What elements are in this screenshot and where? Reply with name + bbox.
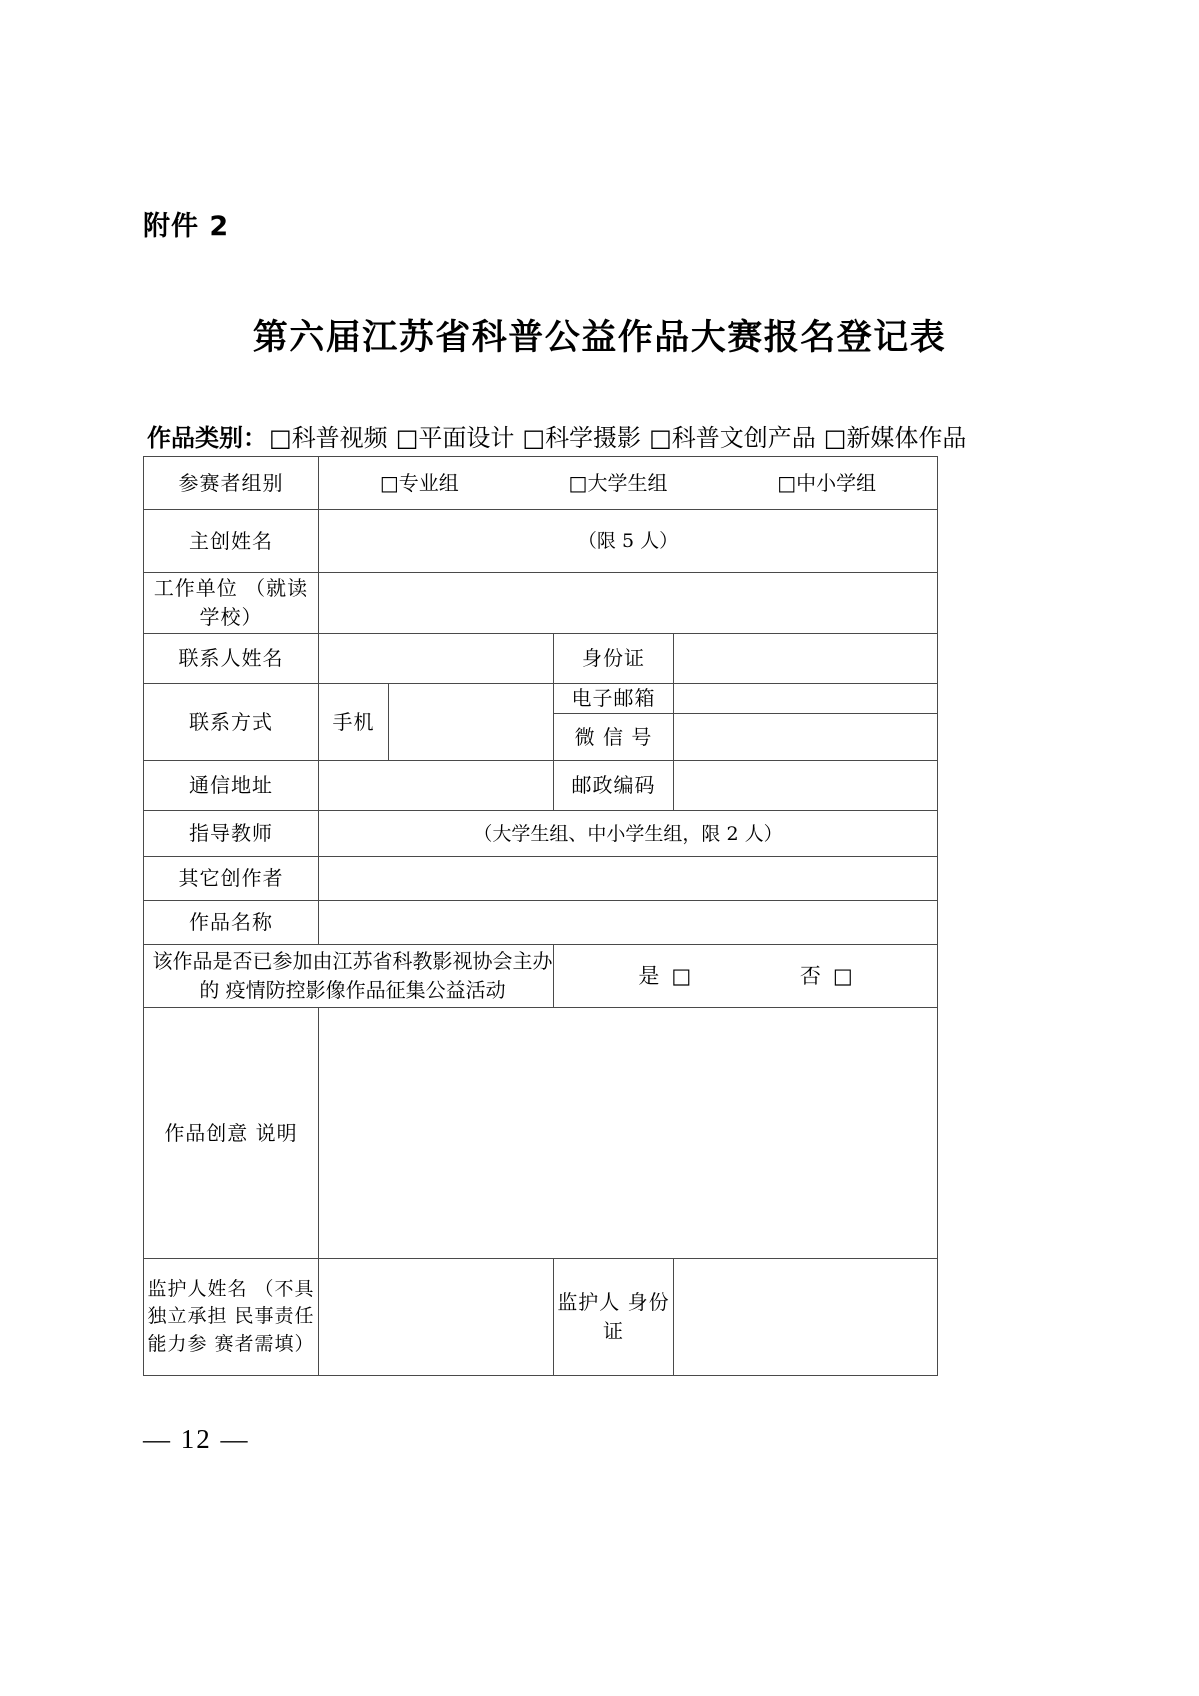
label-participant-group: 参赛者组别 xyxy=(144,457,319,510)
checkbox-university-group[interactable]: □大学生组 xyxy=(568,470,668,495)
work-category-line xyxy=(147,418,966,453)
label-address: 通信地址 xyxy=(144,761,319,811)
table-row-guardian xyxy=(144,1259,938,1376)
field-wechat[interactable] xyxy=(674,714,938,761)
checkbox-prior-yes[interactable] xyxy=(638,961,691,991)
label-work-unit xyxy=(144,573,319,634)
label-guardian-line1: 监护人姓名 xyxy=(147,1277,248,1300)
field-advisor[interactable] xyxy=(319,811,938,857)
table-row-creator-name xyxy=(144,510,938,573)
registration-form-table xyxy=(143,456,938,1376)
checkbox-prior-no[interactable] xyxy=(800,961,853,991)
field-email[interactable] xyxy=(674,684,938,714)
label-concept xyxy=(144,1008,319,1259)
checkbox-graphic-design[interactable] xyxy=(396,424,515,452)
checkbox-science-photography[interactable] xyxy=(522,424,641,452)
label-creator-name: 主创姓名 xyxy=(144,510,319,573)
work-category-label: 作品类别： xyxy=(147,424,267,452)
field-work-title[interactable] xyxy=(319,901,938,945)
cell-prior-participation-answers xyxy=(554,945,938,1008)
table-row-work-unit xyxy=(144,573,938,634)
label-contact-method: 联系方式 xyxy=(144,684,319,761)
table-row-concept xyxy=(144,1008,938,1259)
field-postcode[interactable] xyxy=(674,761,938,811)
field-creator-name[interactable] xyxy=(319,510,938,573)
field-contact-person-name[interactable] xyxy=(319,634,554,684)
label-contact-person-id: 身份证 xyxy=(554,634,674,684)
table-row-group xyxy=(144,457,938,510)
label-guardian-line2: （不具独立承担 xyxy=(147,1277,315,1328)
label-email: 电子邮箱 xyxy=(554,684,674,714)
checkbox-label: 新媒体作品 xyxy=(846,424,967,452)
table-row-work-title xyxy=(144,901,938,945)
field-work-unit[interactable] xyxy=(319,573,938,634)
field-phone[interactable] xyxy=(389,684,554,761)
field-address[interactable] xyxy=(319,761,554,811)
label-concept-line1: 作品创意 xyxy=(164,1120,249,1145)
attachment-label: 附件 2 xyxy=(143,211,230,242)
label-guardian-id-line1: 监护人 xyxy=(557,1290,621,1314)
checkbox-glyph: □ xyxy=(823,424,847,452)
checkbox-kepu-video[interactable] xyxy=(269,424,388,452)
label-guardian xyxy=(144,1259,319,1376)
checkbox-label: 科普文创产品 xyxy=(671,424,816,452)
table-row-prior-participation xyxy=(144,945,938,1008)
question-prior-participation-line1: 该作品是否已参加由江苏省科教影视协会主办的 xyxy=(152,949,553,1002)
checkbox-glyph: □ xyxy=(649,424,672,452)
checkbox-glyph: □ xyxy=(522,424,546,452)
checkbox-new-media[interactable] xyxy=(824,424,967,452)
checkbox-label: 平面设计 xyxy=(418,424,515,452)
field-contact-person-id[interactable] xyxy=(674,634,938,684)
label-other-creators: 其它创作者 xyxy=(144,857,319,901)
field-guardian-name[interactable] xyxy=(319,1259,554,1376)
checkbox-glyph: □ xyxy=(671,963,692,988)
checkbox-prior-yes-label: 是 xyxy=(638,963,660,988)
creator-name-note: （限 5 人） xyxy=(577,530,679,553)
field-guardian-id[interactable] xyxy=(674,1259,938,1376)
advisor-note: （大学生组、中小学生组，限 2 人） xyxy=(473,822,783,845)
label-work-title: 作品名称 xyxy=(144,901,319,945)
cell-participant-group-options xyxy=(319,457,938,510)
table-row-contact-person xyxy=(144,634,938,684)
field-concept[interactable] xyxy=(319,1008,938,1259)
checkbox-professional-group[interactable]: □专业组 xyxy=(379,470,459,495)
checkbox-cultural-product[interactable] xyxy=(649,424,816,452)
label-contact-person: 联系人姓名 xyxy=(144,634,319,684)
label-guardian-line4: 赛者需填） xyxy=(214,1332,315,1355)
question-prior-participation xyxy=(144,945,554,1008)
label-advisor: 指导教师 xyxy=(144,811,319,857)
checkbox-glyph: □ xyxy=(395,424,419,452)
table-row-advisor xyxy=(144,811,938,857)
label-guardian-id-line2: 身份证 xyxy=(603,1290,670,1343)
page-number: — 12 — xyxy=(143,1424,250,1454)
checkbox-glyph: □ xyxy=(832,963,853,988)
label-guardian-line3: 民事责任能力参 xyxy=(147,1305,315,1355)
label-work-unit-line1: 工作单位 xyxy=(153,576,238,600)
checkbox-school-group[interactable]: □中小学组 xyxy=(777,470,877,495)
field-other-creators[interactable] xyxy=(319,857,938,901)
label-work-unit-line2: （就读学校） xyxy=(199,576,309,629)
label-phone: 手机 xyxy=(319,684,389,761)
table-row-contact-phone-email xyxy=(144,684,938,714)
question-prior-participation-line2: 疫情防控影像作品征集公益活动 xyxy=(225,978,506,1002)
table-row-address xyxy=(144,761,938,811)
label-postcode: 邮政编码 xyxy=(554,761,674,811)
checkbox-label: 科学摄影 xyxy=(545,424,642,452)
checkbox-glyph: □ xyxy=(269,424,292,452)
label-wechat: 微 信 号 xyxy=(554,714,674,761)
checkbox-label: 科普视频 xyxy=(291,424,388,452)
label-guardian-id xyxy=(554,1259,674,1376)
table-row-other-creators xyxy=(144,857,938,901)
checkbox-prior-no-label: 否 xyxy=(799,963,821,988)
page-title: 第六届江苏省科普公益作品大赛报名登记表 xyxy=(252,317,947,358)
label-concept-line2: 说明 xyxy=(255,1120,298,1145)
